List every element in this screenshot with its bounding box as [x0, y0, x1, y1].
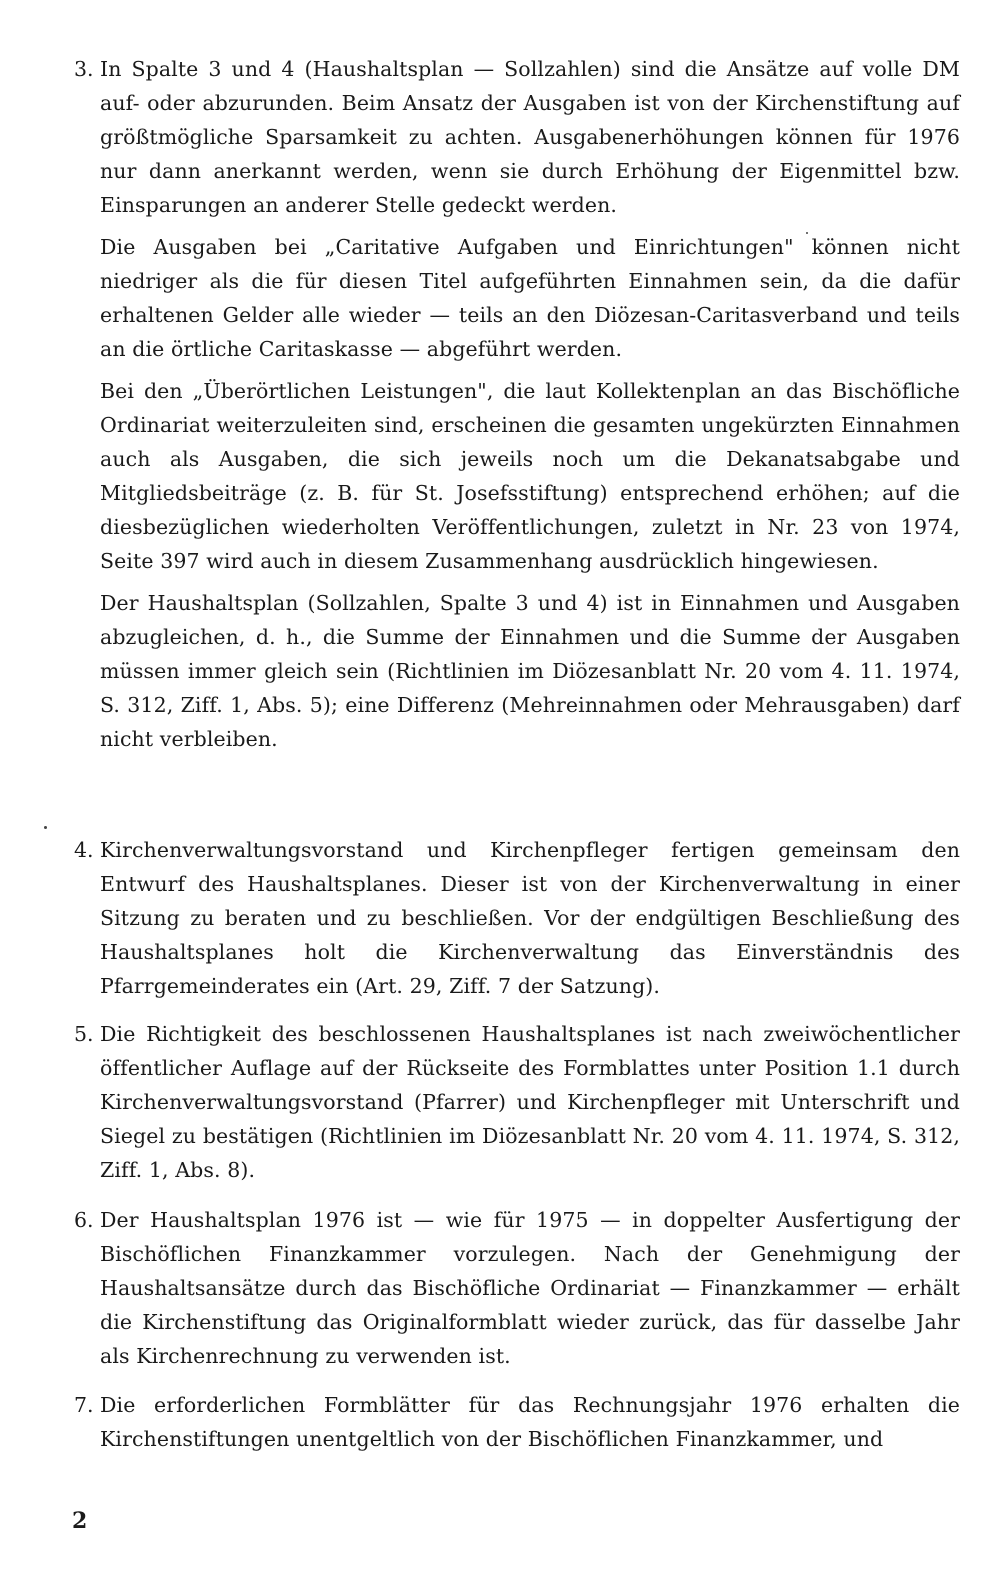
item-body	[100, 1017, 960, 1187]
paragraph: In Spalte 3 und 4 (Haushaltsplan — Sollzahlen) sind die Ansätze auf volle DM auf- oder abzurunden. Beim Ansatz der Ausgaben ist von der Kirchenstiftung auf größtmögliche Sparsamkeit zu achten. Ausgabenerhöhungen können für 1976 nur dann anerkannt werden, wenn sie durch Erhöhung der Eigenmittel bzw. Einsparungen an anderer Stelle gedeckt werden.	[100, 57, 960, 217]
paragraph: Kirchenverwaltungsvorstand und Kirchenpfleger fertigen gemeinsam den Entwurf des Haushaltsplanes. Dieser ist von der Kirchenverwaltung in einer Sitzung zu beraten und zu beschließen. Vor der endgültigen Beschließung des Haushaltsplanes holt die Kirchenverwaltung das Einverständnis des Pfarrgemeinderates ein (Art. 29, Ziff. 7 der Satzung).	[100, 838, 960, 998]
list-item-3	[74, 52, 960, 756]
item-number: 6.	[74, 1208, 94, 1232]
list-item-4	[74, 833, 960, 1003]
page-number: 2	[72, 1508, 88, 1534]
list-item-6	[74, 1203, 960, 1373]
paragraph: Die Richtigkeit des beschlossenen Haushaltsplanes ist nach zweiwöchentlicher öffentlicher Auflage auf der Rückseite des Formblattes unter Position 1.1 durch Kirchenverwaltungsvorstand (Pfarrer) und Kirchenpfleger mit Unterschrift und Siegel zu bestätigen (Richtlinien im Diözesanblatt Nr. 20 vom 4. 11. 1974, S. 312, Ziff. 1, Abs. 8).	[100, 1022, 960, 1182]
item-number: 3.	[74, 57, 94, 81]
paragraph: Bei den „Überörtlichen Leistungen", die laut Kollektenplan an das Bischöfliche Ordinariat weiterzuleiten sind, erscheinen die gesamten ungekürzten Einnahmen auch als Ausgaben, die sich jeweils noch um die Dekanatsabgabe und Mitgliedsbeiträge (z. B. für St. Josefsstiftung) entsprechend erhöhen; auf die diesbezüglichen wiederholten Veröffentlichungen, zuletzt in Nr. 23 von 1974, Seite 397 wird auch in diesem Zusammenhang ausdrücklich hingewiesen.	[100, 379, 960, 573]
item-number: 5.	[74, 1022, 94, 1046]
item-body	[100, 52, 960, 756]
paragraph: Der Haushaltsplan 1976 ist — wie für 1975 — in doppelter Ausfertigung der Bischöflichen Finanzkammer vorzulegen. Nach der Genehmigung der Haushaltsansätze durch das Bischöfliche Ordinariat — Finanzkammer — erhält die Kirchenstiftung das Originalformblatt wieder zurück, das für dasselbe Jahr als Kirchenrechnung zu verwenden ist.	[100, 1208, 960, 1368]
item-body	[100, 1203, 960, 1373]
item-number: 4.	[74, 838, 94, 862]
scan-speck	[806, 232, 808, 234]
paragraph: Die erforderlichen Formblätter für das Rechnungsjahr 1976 erhalten die Kirchenstiftungen unentgeltlich von der Bischöflichen Finanzkammer, und	[100, 1393, 960, 1451]
list-item-7	[74, 1388, 960, 1456]
item-body	[100, 1388, 960, 1456]
list-item-5	[74, 1017, 960, 1187]
paragraph: Der Haushaltsplan (Sollzahlen, Spalte 3 und 4) ist in Einnahmen und Ausgaben abzugleichen, d. h., die Summe der Einnahmen und die Summe der Ausgaben müssen immer gleich sein (Richtlinien im Diözesanblatt Nr. 20 vom 4. 11. 1974, S. 312, Ziff. 1, Abs. 5); eine Differenz (Mehreinnahmen oder Mehrausgaben) darf nicht verbleiben.	[100, 591, 960, 751]
scan-speck	[44, 826, 47, 829]
item-body	[100, 833, 960, 1003]
paragraph: Die Ausgaben bei „Caritative Aufgaben und Einrichtungen" können nicht niedriger als die für diesen Titel aufgeführten Einnahmen sein, da die dafür erhaltenen Gelder alle wieder — teils an den Diözesan-Caritasverband und teils an die örtliche Caritaskasse — abgeführt werden.	[100, 235, 960, 361]
item-number: 7.	[74, 1393, 94, 1417]
